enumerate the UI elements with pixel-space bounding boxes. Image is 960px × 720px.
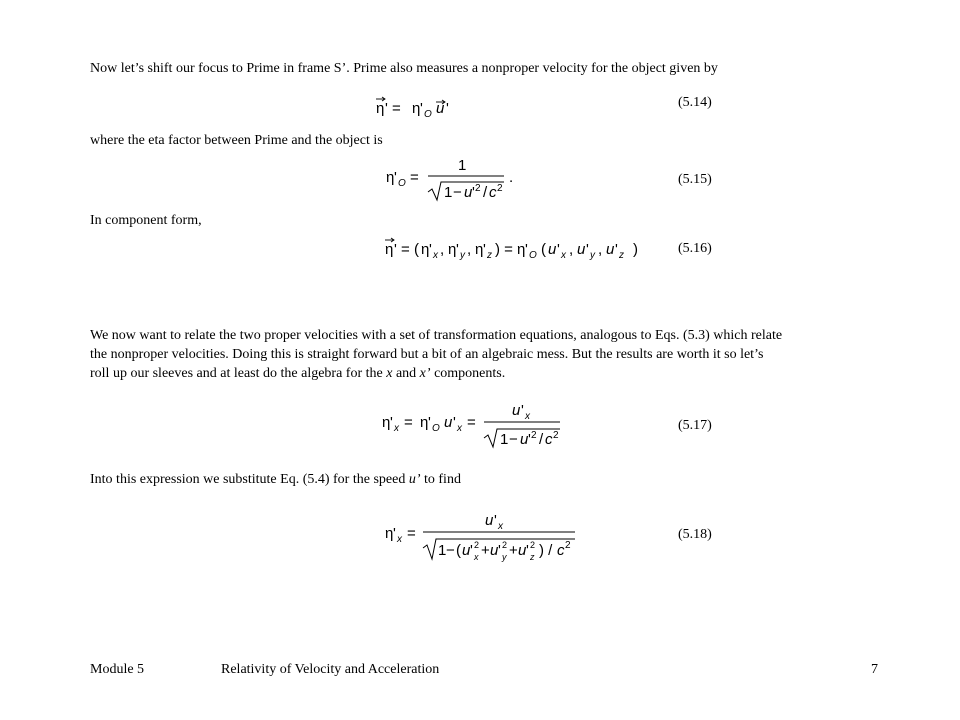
svg-text:u: u <box>444 414 453 431</box>
paragraph-transformation <box>90 326 890 383</box>
text-run: and <box>392 366 420 381</box>
svg-text:η: η <box>386 169 395 186</box>
svg-text:2: 2 <box>531 430 537 441</box>
svg-text:u: u <box>606 241 615 258</box>
svg-text:=: = <box>407 525 416 542</box>
svg-text:': ' <box>557 241 560 258</box>
svg-text:': ' <box>528 431 531 448</box>
variable-x: x <box>386 366 393 381</box>
footer-module: Module 5 <box>90 662 145 677</box>
svg-text:y: y <box>590 250 595 261</box>
svg-text:c: c <box>557 542 565 559</box>
svg-text:1: 1 <box>458 157 467 174</box>
svg-text:,: , <box>598 241 603 258</box>
svg-text:' =: ' = <box>385 100 401 117</box>
svg-text:η: η <box>376 100 385 117</box>
svg-text:η: η <box>382 414 391 431</box>
svg-text:x: x <box>457 423 462 434</box>
equation-5-14 <box>374 94 484 120</box>
svg-text:O: O <box>529 250 537 261</box>
svg-text:(: ( <box>541 241 546 258</box>
svg-text:y: y <box>460 250 465 261</box>
svg-text:+: + <box>481 542 490 559</box>
svg-text:u: u <box>518 542 527 559</box>
equation-5-15 <box>384 152 534 204</box>
svg-text:): ) <box>633 241 638 258</box>
svg-text:u: u <box>485 512 494 529</box>
svg-text:1: 1 <box>438 542 447 559</box>
svg-text:η: η <box>448 241 457 258</box>
svg-text:': ' <box>525 241 528 258</box>
svg-text:': ' <box>394 169 397 186</box>
equation-5-14-graphic <box>374 94 484 120</box>
svg-text:u: u <box>548 241 557 258</box>
footer-page-number: 7 <box>871 662 878 677</box>
svg-text:z: z <box>487 250 492 261</box>
paragraph-text: where the eta factor between Prime and the object is <box>90 133 383 148</box>
svg-text:η: η <box>385 241 394 258</box>
svg-text:O: O <box>432 423 440 434</box>
svg-text:2: 2 <box>553 430 559 441</box>
svg-text:η: η <box>385 525 394 542</box>
paragraph-text: Now let’s shift our focus to Prime in frame S’. Prime also measures a nonproper velocity for the object given by <box>90 61 718 76</box>
svg-text:': ' <box>456 241 459 258</box>
svg-text:': ' <box>472 184 475 201</box>
svg-text:2: 2 <box>502 540 508 550</box>
svg-text:/: / <box>483 184 488 201</box>
svg-text:c: c <box>489 184 497 201</box>
svg-text:2: 2 <box>565 540 571 551</box>
svg-text:': ' <box>453 414 456 431</box>
svg-text:': ' <box>526 542 529 559</box>
paragraph-line: the nonproper velocities. Doing this is straight forward but a bit of an algebraic mess. But the results are worth it so let’s <box>90 347 764 362</box>
paragraph-substitute <box>90 470 461 489</box>
svg-text:': ' <box>428 414 431 431</box>
svg-text:u: u <box>512 402 521 419</box>
svg-text:=: = <box>467 414 476 431</box>
svg-text:η: η <box>412 100 421 117</box>
svg-text:=: = <box>410 169 419 186</box>
svg-text:x: x <box>397 534 402 545</box>
svg-text:1: 1 <box>444 184 453 201</box>
variable-x-prime: x’ <box>419 366 431 381</box>
svg-text:z: z <box>619 250 624 261</box>
svg-text:η: η <box>517 241 526 258</box>
svg-text:': ' <box>521 402 524 419</box>
svg-text:u: u <box>520 431 529 448</box>
equation-number-5-18: (5.18) <box>678 527 712 542</box>
svg-text:': ' <box>615 241 618 258</box>
svg-text:1: 1 <box>500 431 509 448</box>
svg-text:u: u <box>577 241 586 258</box>
text-run: Into this expression we substitute Eq. (5.4) for the speed <box>90 472 409 487</box>
svg-text:': ' <box>494 512 497 529</box>
svg-text:': ' <box>390 414 393 431</box>
svg-text:η: η <box>420 414 429 431</box>
equation-number-5-16: (5.16) <box>678 241 712 256</box>
svg-text:η: η <box>475 241 484 258</box>
svg-text:η: η <box>421 241 430 258</box>
svg-text:u: u <box>436 100 445 117</box>
svg-text:': ' <box>470 542 473 559</box>
svg-text:x: x <box>561 250 566 261</box>
equation-number-5-14: (5.14) <box>678 95 712 110</box>
equation-5-16 <box>383 234 653 264</box>
paragraph-line: We now want to relate the two proper velocities with a set of transformation equations, analogous to Eqs. (5.3) which relate <box>90 328 783 343</box>
svg-text:−: − <box>453 184 462 201</box>
text-run: components. <box>430 366 506 381</box>
svg-text:=: = <box>404 414 413 431</box>
svg-text:': ' <box>498 542 501 559</box>
svg-text:/: / <box>539 431 544 448</box>
svg-text:x: x <box>498 521 503 532</box>
svg-text:': ' <box>420 100 423 117</box>
svg-text:(: ( <box>456 542 461 559</box>
paragraph-eta-factor <box>90 131 383 150</box>
equation-5-15-graphic <box>384 152 534 204</box>
variable-u-prime: u’ <box>408 472 421 487</box>
footer-title: Relativity of Velocity and Acceleration <box>221 662 440 677</box>
equation-number-5-17: (5.17) <box>678 418 712 433</box>
svg-text:x: x <box>433 250 438 261</box>
equation-5-17 <box>380 398 580 452</box>
equation-5-18 <box>383 508 593 564</box>
svg-text:,: , <box>440 241 445 258</box>
equation-number-5-15: (5.15) <box>678 172 712 187</box>
svg-text:−: − <box>509 431 518 448</box>
equation-5-17-graphic <box>380 398 580 452</box>
svg-text:−: − <box>446 542 455 559</box>
svg-text:) =: ) = <box>495 241 513 258</box>
svg-text:': ' <box>586 241 589 258</box>
svg-text:z: z <box>530 552 535 562</box>
svg-text:' = (: ' = ( <box>394 241 419 258</box>
paragraph-prime-frame <box>90 59 718 78</box>
svg-text:': ' <box>393 525 396 542</box>
svg-text:2: 2 <box>530 540 536 550</box>
svg-text:x: x <box>474 552 479 562</box>
svg-text:x: x <box>394 423 399 434</box>
equation-5-18-graphic <box>383 508 593 564</box>
svg-text:,: , <box>467 241 472 258</box>
svg-text:u: u <box>490 542 499 559</box>
svg-text:O: O <box>398 178 406 189</box>
text-run: to find <box>420 472 461 487</box>
svg-text:c: c <box>545 431 553 448</box>
svg-text:2: 2 <box>497 183 503 194</box>
paragraph-component-form <box>90 211 202 230</box>
svg-text:u: u <box>464 184 473 201</box>
svg-text:+: + <box>509 542 518 559</box>
svg-text:2: 2 <box>474 540 480 550</box>
svg-text:O: O <box>424 109 432 120</box>
paragraph-text: In component form, <box>90 213 202 228</box>
svg-text:x: x <box>525 411 530 422</box>
svg-text:.: . <box>509 169 514 186</box>
svg-text:,: , <box>569 241 574 258</box>
svg-text:y: y <box>502 552 507 562</box>
svg-text:u: u <box>462 542 471 559</box>
svg-text:': ' <box>429 241 432 258</box>
svg-text:) /: ) / <box>539 542 553 559</box>
text-run: roll up our sleeves and at least do the algebra for the <box>90 366 387 381</box>
equation-5-16-graphic <box>383 234 653 264</box>
paragraph-line <box>90 364 890 383</box>
svg-text:2: 2 <box>475 183 481 194</box>
svg-text:': ' <box>483 241 486 258</box>
svg-text:': ' <box>446 100 449 117</box>
